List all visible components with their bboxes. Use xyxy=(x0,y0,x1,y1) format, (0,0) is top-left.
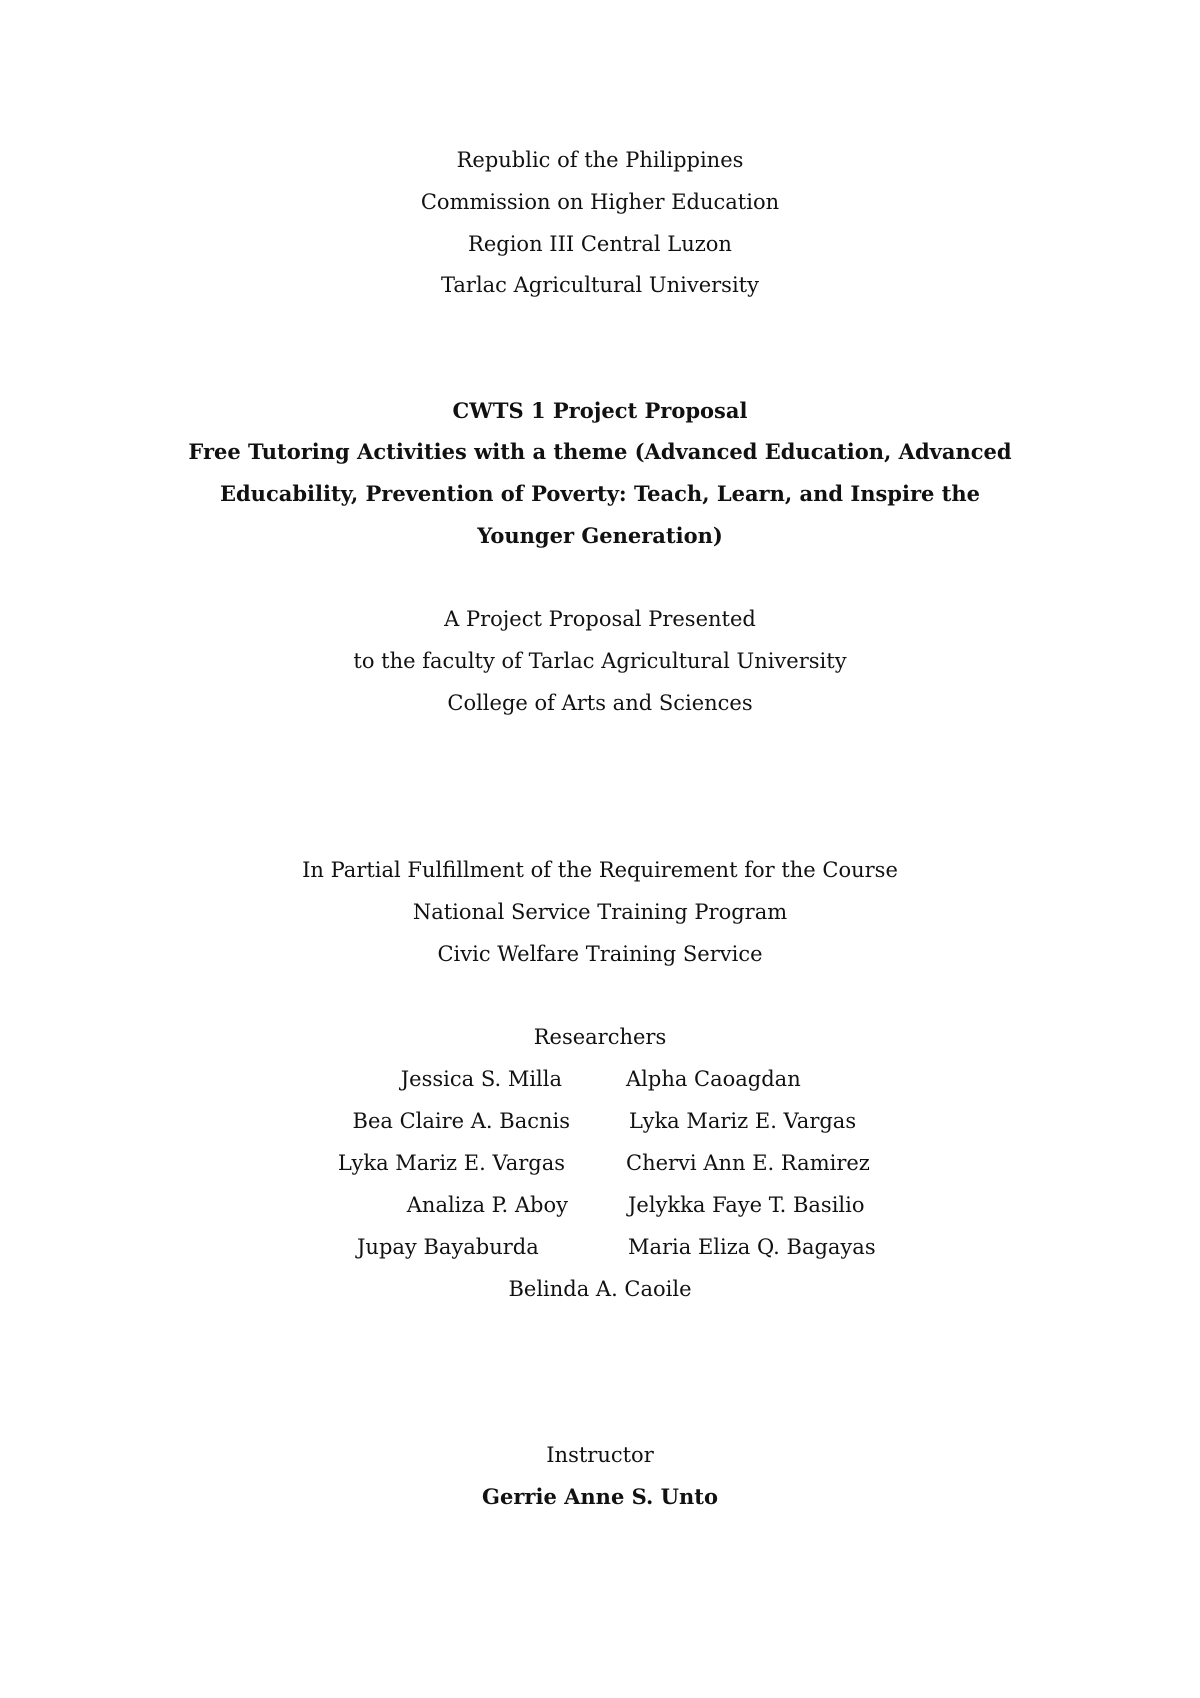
instructor-label: Instructor xyxy=(546,1443,654,1467)
proposal-subtitle-line-3: Younger Generation) xyxy=(477,523,723,548)
researcher-left-5: Jupay Bayaburda xyxy=(357,1235,539,1259)
researcher-left-3: Lyka Mariz E. Vargas xyxy=(337,1151,565,1175)
header-commission: Commission on Higher Education xyxy=(420,190,780,214)
researcher-right-4: Jelykka Faye T. Basilio xyxy=(628,1193,865,1217)
presented-line-1: A Project Proposal Presented xyxy=(444,607,756,631)
header-region: Region III Central Luzon xyxy=(468,232,732,256)
header-republic: Republic of the Philippines xyxy=(456,148,744,172)
researcher-left-2: Bea Claire A. Bacnis xyxy=(352,1109,570,1133)
fulfillment-line-3: Civic Welfare Training Service xyxy=(437,942,763,966)
presented-line-2: to the faculty of Tarlac Agricultural University xyxy=(353,649,847,673)
instructor-name: Gerrie Anne S. Unto xyxy=(482,1484,718,1509)
researcher-right-5: Maria Eliza Q. Bagayas xyxy=(628,1235,876,1259)
presented-line-3: College of Arts and Sciences xyxy=(447,691,753,715)
researchers-heading: Researchers xyxy=(533,1025,667,1049)
researcher-right-2: Lyka Mariz E. Vargas xyxy=(629,1109,857,1133)
proposal-subtitle-line-2: Educability, Prevention of Poverty: Teach, Learn, and Inspire the xyxy=(219,481,981,506)
proposal-subtitle-line-1: Free Tutoring Activities with a theme (Advanced Education, Advanced xyxy=(188,439,1012,464)
proposal-title: CWTS 1 Project Proposal xyxy=(452,398,748,423)
researcher-left-1: Jessica S. Milla xyxy=(400,1067,562,1091)
researcher-right-1: Alpha Caoagdan xyxy=(626,1067,801,1091)
fulfillment-line-2: National Service Training Program xyxy=(412,900,788,924)
researcher-last: Belinda A. Caoile xyxy=(508,1277,692,1301)
researcher-right-3: Chervi Ann E. Ramirez xyxy=(626,1151,870,1175)
header-university: Tarlac Agricultural University xyxy=(441,273,759,297)
fulfillment-line-1: In Partial Fulfillment of the Requirement for the Course xyxy=(302,858,898,882)
researcher-left-4: Analiza P. Aboy xyxy=(406,1193,568,1217)
